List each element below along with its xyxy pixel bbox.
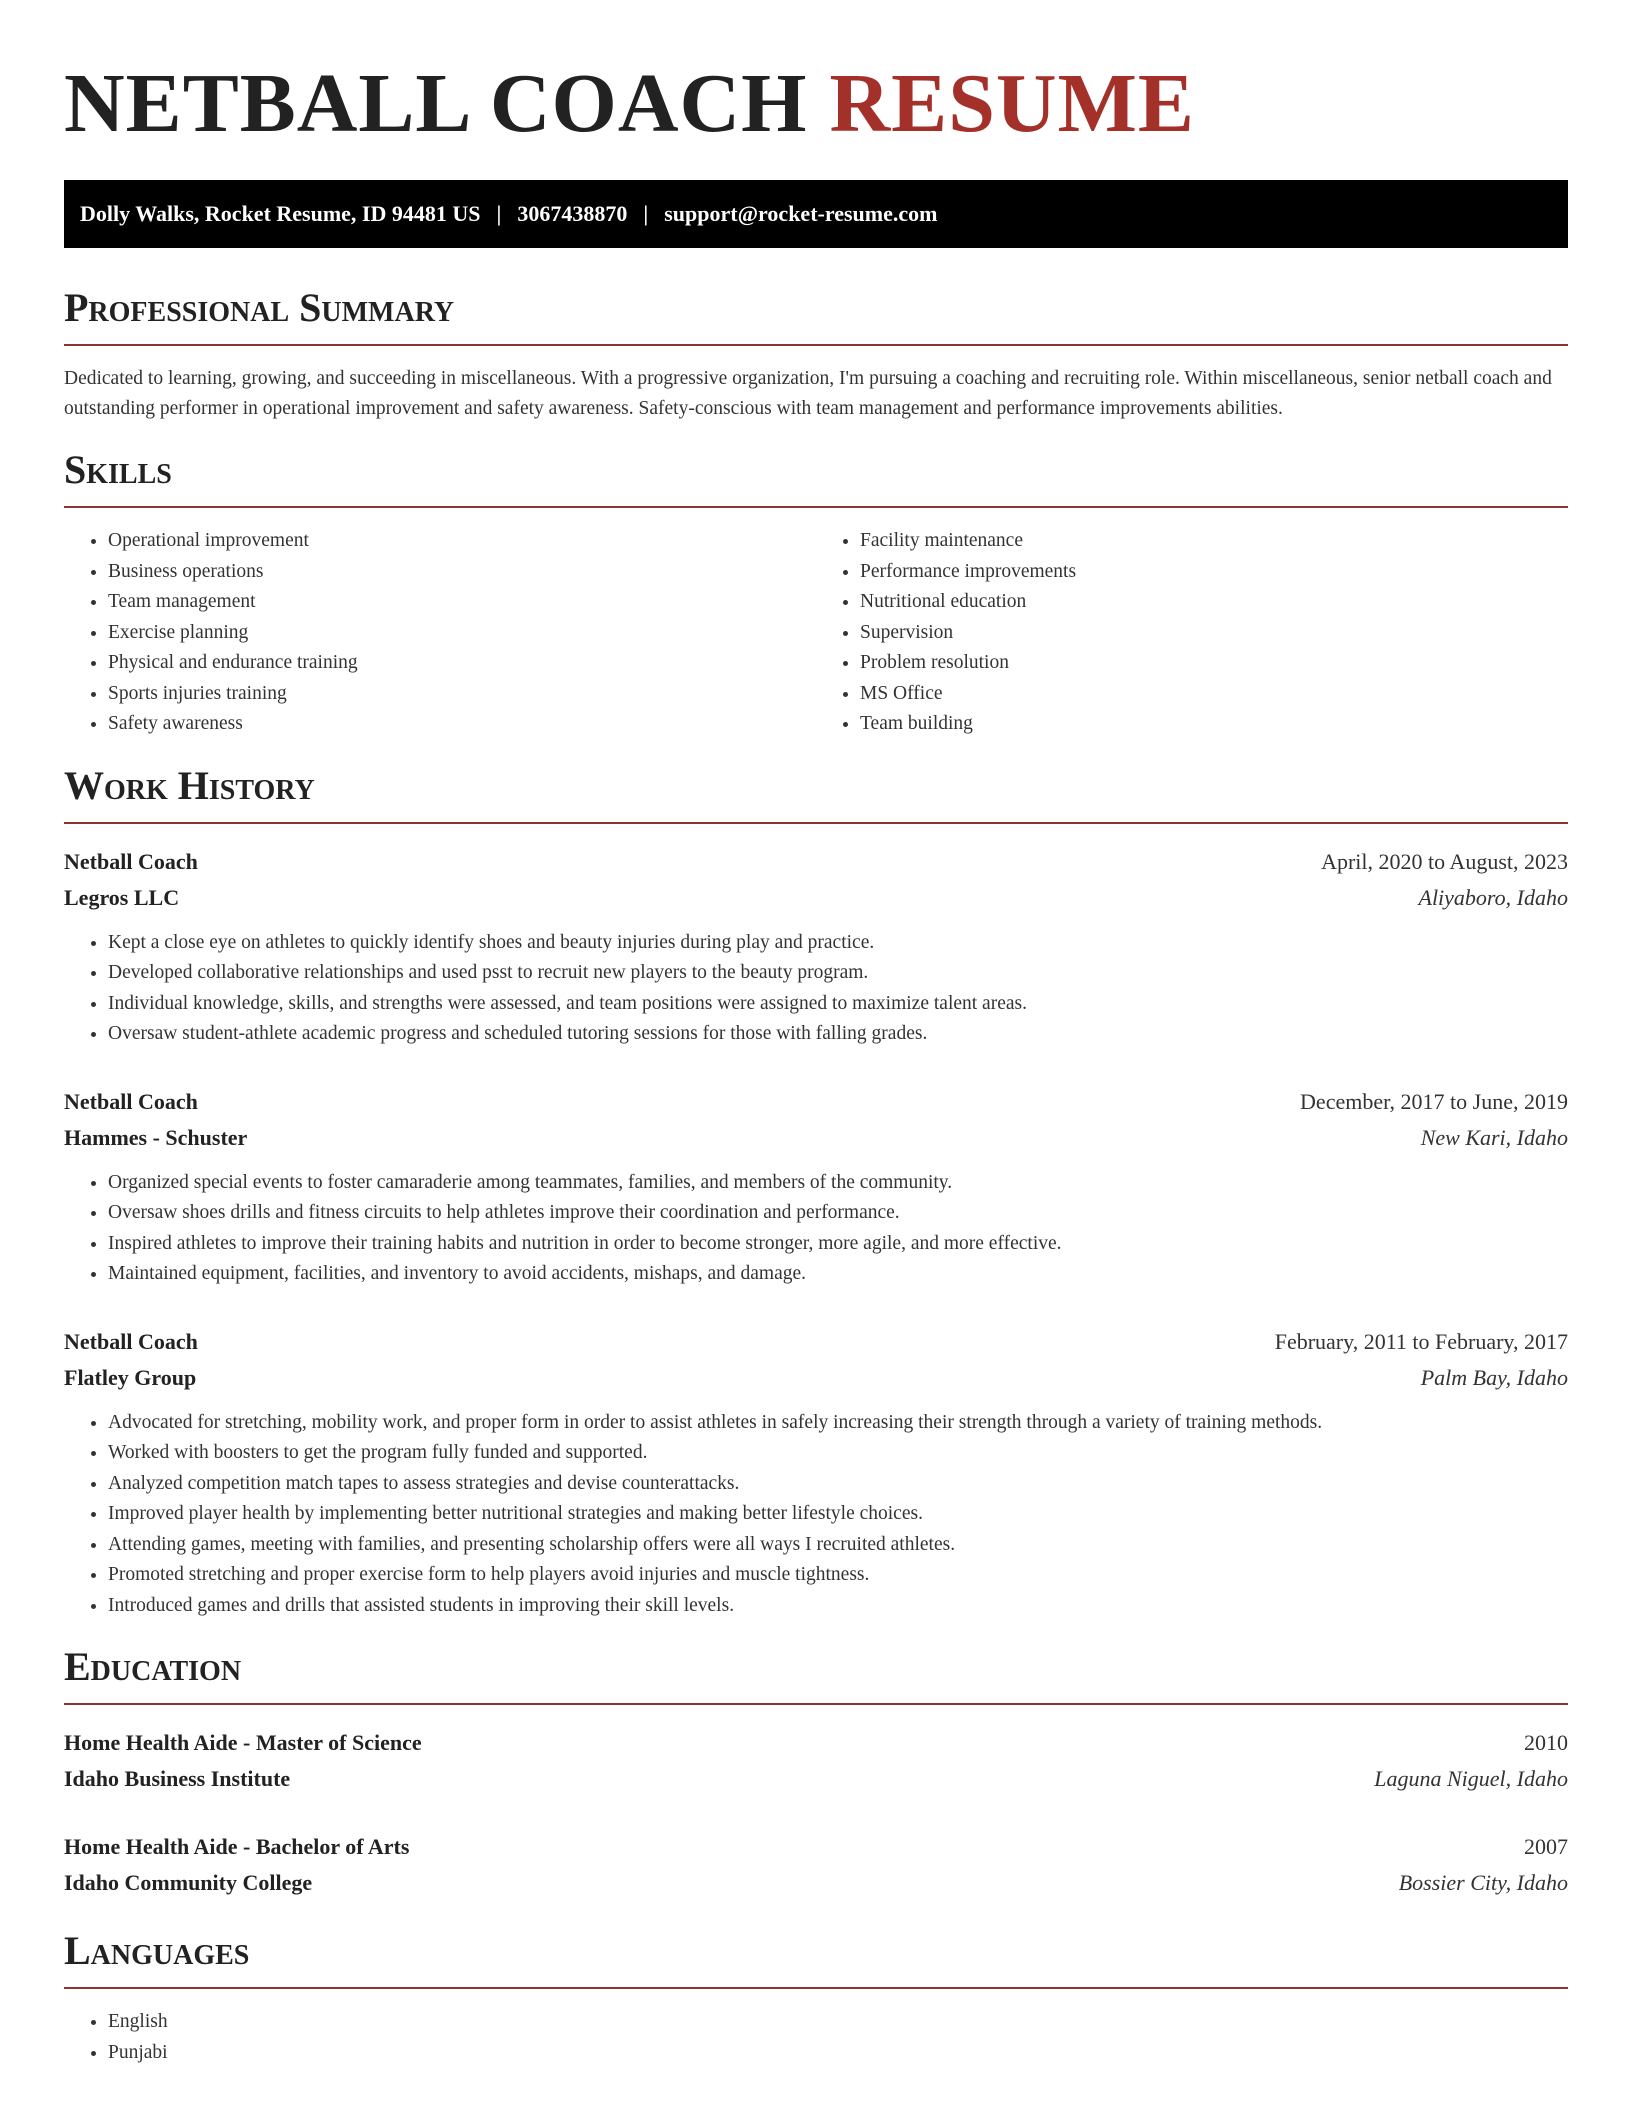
job-bullet: • Improved player health by implementing better nutritional strategies and making better lifestyle choices. [108, 1499, 1568, 1530]
skill-item: • Nutritional education [860, 587, 1568, 618]
job-title: Netball Coach [64, 1088, 198, 1114]
language-item: • Punjabi [108, 2038, 1568, 2069]
skill-item: • MS Office [860, 679, 1568, 710]
title-main: NETBALL COACH [64, 57, 808, 150]
job-bullets [64, 1168, 1568, 1290]
skill-item: • Sports injuries training [108, 679, 816, 710]
section-heading: Work History [64, 766, 1568, 824]
jobs-list [64, 844, 1568, 1622]
job-bullet: • Developed collaborative relationships and used psst to recruit new players to the beauty program. [108, 958, 1568, 989]
education-year: 2007 [1524, 1834, 1568, 1859]
skill-item: • Operational improvement [108, 526, 816, 557]
job-bullet: • Individual knowledge, skills, and strengths were assessed, and team positions were assigned to maximize talent areas. [108, 989, 1568, 1020]
education-school: Idaho Community College [64, 1870, 313, 1895]
summary-text: Dedicated to learning, growing, and succeeding in miscellaneous. With a progressive organization, I'm pursuing a coaching and recruiting role. Within miscellaneous, senior netball coach and outstanding performer in operational improvement and safety awareness. Safety-conscious with team management and performance improvements abilities. [64, 368, 1552, 419]
skills-section [64, 447, 1568, 740]
job-company: Hammes - Schuster [64, 1124, 248, 1150]
languages-section [64, 1928, 1568, 2068]
education-degree: Home Health Aide - Bachelor of Arts [64, 1834, 410, 1859]
job-company: Legros LLC [64, 884, 180, 910]
skills-column-right [816, 526, 1568, 740]
title-accent: RESUME [829, 57, 1195, 150]
education-entry [64, 1829, 1568, 1901]
skill-item: • Team management [108, 587, 816, 618]
job-location: New Kari, Idaho [1420, 1124, 1568, 1150]
skill-item: • Physical and endurance training [108, 648, 816, 679]
job-title: Netball Coach [64, 848, 198, 874]
entry-row [64, 1829, 1568, 1865]
education-section [64, 1644, 1568, 1901]
job-title: Netball Coach [64, 1328, 198, 1354]
skill-item: • Team building [860, 709, 1568, 740]
job-bullets [64, 928, 1568, 1050]
skills-list [816, 526, 1568, 740]
skills-grid [64, 526, 1568, 740]
skill-item: • Safety awareness [108, 709, 816, 740]
skill-item: • Problem resolution [860, 648, 1568, 679]
contact-bar [64, 180, 1568, 248]
skills-column-left [64, 526, 816, 740]
skill-item: • Business operations [108, 557, 816, 588]
contact-separator: | [643, 201, 649, 226]
contact-separator: | [496, 201, 502, 226]
job-dates: February, 2011 to February, 2017 [1274, 1328, 1568, 1354]
job-bullet: • Maintained equipment, facilities, and inventory to avoid accidents, mishaps, and damage. [108, 1259, 1568, 1290]
job-bullet: • Organized special events to foster camaraderie among teammates, families, and members of the community. [108, 1168, 1568, 1199]
job-bullets [64, 1408, 1568, 1622]
resume-title [64, 56, 1568, 150]
contact-address: Dolly Walks, Rocket Resume, ID 94481 US [80, 201, 481, 226]
section-heading: Skills [64, 450, 1568, 508]
skill-item: • Performance improvements [860, 557, 1568, 588]
entry-row [64, 1761, 1568, 1797]
entry-row [64, 1324, 1568, 1360]
education-list [64, 1725, 1568, 1901]
job-dates: April, 2020 to August, 2023 [1321, 848, 1568, 874]
entry-row [64, 1865, 1568, 1901]
entry-row [64, 1725, 1568, 1761]
entry-row [64, 880, 1568, 916]
job-bullet: • Oversaw shoes drills and fitness circuits to help athletes improve their coordination and performance. [108, 1198, 1568, 1229]
languages-list [64, 2007, 1568, 2068]
job-entry [64, 844, 1568, 1050]
summary-section [64, 285, 1568, 424]
education-degree: Home Health Aide - Master of Science [64, 1730, 422, 1755]
job-bullet: • Advocated for stretching, mobility work, and proper form in order to assist athletes in safely increasing their strength through a variety of training methods. [108, 1408, 1568, 1439]
section-heading: Languages [64, 1931, 1568, 1989]
skills-list [64, 526, 816, 740]
job-location: Aliyaboro, Idaho [1418, 884, 1568, 910]
education-location: Bossier City, Idaho [1398, 1870, 1568, 1895]
job-bullet: • Analyzed competition match tapes to assess strategies and devise counterattacks. [108, 1469, 1568, 1500]
job-bullet: • Worked with boosters to get the program fully funded and supported. [108, 1438, 1568, 1469]
job-entry [64, 1324, 1568, 1622]
job-bullet: • Inspired athletes to improve their training habits and nutrition in order to become stronger, more agile, and more effective. [108, 1229, 1568, 1260]
contact-email: support@rocket-resume.com [664, 201, 938, 226]
skill-item: • Facility maintenance [860, 526, 1568, 557]
job-dates: December, 2017 to June, 2019 [1300, 1088, 1568, 1114]
entry-row [64, 844, 1568, 880]
job-company: Flatley Group [64, 1364, 197, 1390]
job-entry [64, 1084, 1568, 1290]
skill-item: • Exercise planning [108, 618, 816, 649]
job-location: Palm Bay, Idaho [1420, 1364, 1568, 1390]
entry-row [64, 1360, 1568, 1396]
work-section [64, 762, 1568, 1622]
job-bullet: • Introduced games and drills that assisted students in improving their skill levels. [108, 1591, 1568, 1622]
entry-row [64, 1084, 1568, 1120]
job-bullet: • Oversaw student-athlete academic progress and scheduled tutoring sessions for those with falling grades. [108, 1019, 1568, 1050]
education-year: 2010 [1524, 1730, 1568, 1755]
entry-row [64, 1120, 1568, 1156]
job-bullet: • Attending games, meeting with families, and presenting scholarship offers were all ways I recruited athletes. [108, 1530, 1568, 1561]
contact-phone: 3067438870 [517, 201, 628, 226]
education-entry [64, 1725, 1568, 1797]
job-bullet: • Promoted stretching and proper exercise form to help players avoid injuries and muscle tightness. [108, 1560, 1568, 1591]
section-heading: Professional Summary [64, 288, 1568, 346]
education-school: Idaho Business Institute [64, 1766, 291, 1791]
job-bullet: • Kept a close eye on athletes to quickly identify shoes and beauty injuries during play and practice. [108, 928, 1568, 959]
language-item: • English [108, 2007, 1568, 2038]
skill-item: • Supervision [860, 618, 1568, 649]
education-location: Laguna Niguel, Idaho [1374, 1766, 1568, 1791]
section-heading: Education [64, 1647, 1568, 1705]
